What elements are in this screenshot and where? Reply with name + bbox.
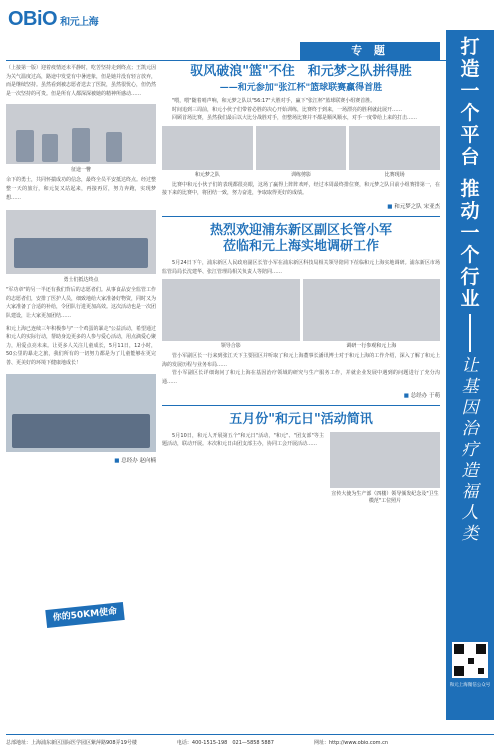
article-title: 热烈欢迎浦东新区副区长管小军 <box>209 222 392 238</box>
photo <box>162 126 253 170</box>
sign-char: 因 <box>461 398 479 418</box>
slogan-char: 一 <box>460 222 480 244</box>
slogan-char: 一 <box>460 80 480 102</box>
paragraph: 5月10日，和元人开展第五个"和元日"活动，"和元"、"团支部"等主题活动，联动开展。本次和元日由团支部主办，协同工会开展活动…… <box>162 432 324 448</box>
slogan-char: 推 <box>460 178 480 200</box>
paragraph: 5月24日下午，浦东新区人民政府副区长管小军在浦东新区科技局相关领导陪同下莅临和元上海实地调研。浦东新区市场监管局局长沈建华、张江管理局相关负责人等陪同…… <box>162 259 440 275</box>
photo-journey <box>6 104 156 164</box>
slogan <box>446 30 494 310</box>
slogan-char: 行 <box>460 266 480 288</box>
paragraph: （上接第一版）迎着疫情还未平静时，吃苦坚持走到终点；王凯元因为关气温度过高，路途中发觉有中暑迹象，但是她并没有轻言放弃，而是继续坚持。虽然看到被志愿者送去了医院，虽然很忧心，但仍然是一次坚持的可贵。但是所有人都深深被她的精神所感动…… <box>6 65 157 97</box>
article3-body <box>162 432 440 507</box>
sign-char: 疗 <box>461 440 479 460</box>
photo <box>330 432 440 488</box>
photo <box>162 279 300 341</box>
paragraph: 余下的勇士，共同怀揣成功的信念，最终全员平安抵达终点。经过整整一天的旅行，和元复又站起来，再接再厉，努力奔跑，实现梦想…… <box>6 177 157 201</box>
sign-char: 造 <box>461 461 479 481</box>
photo <box>349 126 440 170</box>
photo-row <box>162 279 440 341</box>
photo-caption: 和元梦之队 <box>194 171 220 178</box>
photo-caption: 勇士们抵达终点 <box>63 277 99 284</box>
footer-phone: 电话：400-1515-198 021—5858 5887 <box>176 740 274 746</box>
article-title: 驭风破浪"篮"不住 和元梦之队拼得胜 <box>190 64 412 79</box>
slogan-char: 平 <box>460 124 480 146</box>
photo-caption: 比赛现场 <box>384 171 405 178</box>
masthead <box>0 0 494 40</box>
sign-char: 福 <box>461 482 479 502</box>
divider <box>6 60 446 61</box>
photo-caption: 调研一行参观和元上海 <box>346 343 397 350</box>
divider <box>469 314 471 352</box>
divider <box>162 216 440 217</box>
sign-char: 基 <box>461 377 479 397</box>
photo-captions <box>162 342 440 349</box>
photo-captions <box>162 171 440 178</box>
author-credit: ■ 和元梦之队 宋亚杰 <box>162 202 440 210</box>
divider <box>162 405 440 406</box>
slogan-char: 台 <box>460 146 480 168</box>
photo <box>256 126 347 170</box>
photo-caption: 征途一瞥 <box>70 167 91 174</box>
slogan-char: 造 <box>460 58 480 80</box>
photo-caption: 宣传大使为生产部（四楼）领导颁发纪念及"卫生模范"工位照片 <box>331 490 439 504</box>
photo-block <box>330 432 440 507</box>
author-credit: ■ 总经办 于萌 <box>162 391 440 399</box>
slogan-char: 打 <box>460 36 480 58</box>
photo-row <box>162 126 440 170</box>
sign-char: 人 <box>461 503 479 523</box>
logo: OBiO 和元上海 <box>8 8 99 30</box>
sign-char: 治 <box>461 419 479 439</box>
slogan-gap <box>446 168 494 178</box>
photo-team <box>6 374 156 452</box>
left-column <box>6 64 156 724</box>
photo-caption: 训练剪影 <box>291 171 312 178</box>
sign-char: 类 <box>461 524 479 544</box>
article-subtitle: ——和元参加"张江杯"篮球联赛赢得首胜 <box>219 83 383 93</box>
qr-caption: 和元上海微信公众号 <box>449 683 491 688</box>
footer <box>6 734 494 746</box>
slogan-char: 个 <box>460 102 480 124</box>
paragraph: 回顾首场比赛，虽然我们最后以大比分战胜对手，但整场比赛并不都是顺风顺水，对手一度带给上来的打击…… <box>172 115 418 122</box>
photo-caption: 领导合影 <box>220 343 241 350</box>
paragraph: 比赛中和元小伙子们的表现都很亮眼，这场了赢得上阵阵欢呼，经过本周最终排位赛，和元梦之队目前小组赛排第一，在接下来的比赛中，将团结一致，努力奋进，争取取得更好的成绩。 <box>162 181 440 197</box>
qr-code-icon <box>452 642 488 678</box>
slogan-char: 业 <box>460 288 480 310</box>
article-title-line2: 莅临和元上海实地调研工作 <box>222 238 379 254</box>
paragraph: "喂，喂"随着哨声响，和元梦之队以"56:17"大胜对手，赢下"张江杯"篮球联赛小组赛首胜。 <box>172 98 376 104</box>
photo-finish <box>6 210 156 274</box>
footer-address: 总部地址：上海浦东新区国际医学园区紫萍路908弄19号楼 <box>6 740 137 746</box>
slogan-char: 动 <box>460 200 480 222</box>
photo <box>303 279 441 341</box>
slogan-column <box>446 30 494 720</box>
paragraph: "军功章"的另一半还有我们背后的志愿者们。从事食品安全监管工作的志愿者们，安排了医护人员，细致地给大家准备好物资，同时又为大家准备了合适的补给，令团队行进更加高效。这次活动也是一次团队建设，让大家更加团结…… <box>6 287 157 319</box>
author-credit: ■ 总经办 赵向楠 <box>6 456 156 464</box>
banner-text: 你的50KM使命 <box>45 602 124 628</box>
section-label: 专 题 <box>300 42 440 60</box>
main-column <box>162 64 440 724</box>
slogan-char: 个 <box>460 244 480 266</box>
paragraph: 管小军副区长一行来到张江天下主要园区并听取了和元上海董事长潘讯博士对于和元上海的工作介绍，深入了解了和元上海的发展历程与业务布局…… <box>162 353 440 368</box>
paragraph: 时间追到三周前，和元小伙子们带着必胜的决心开始训练，比赛终于到来，一场漂亮的胜利就此展开…… <box>172 106 403 113</box>
paragraph: 和元上海已连续三年积极参与"一个鸡蛋的暴走"公益活动，希望通过和元人的实际行动，帮助身边更多的人参与爱心活动，用点滴爱心聚力，用爱点亮未来。让更多人关注儿童成长，5月11日，12小时，50公里的暴走之旅，我们所有的一切努力都是为了儿童能够在更完善、更美好的环境下健康地成长！ <box>6 325 157 366</box>
footer-website: 网址：http://www.obio.com.cn <box>313 740 389 746</box>
article-title: 五月份"和元日"活动简讯 <box>229 411 373 427</box>
paragraph: 管小军副区长详细询问了和元上海在基因治疗领域的研究与生产服务工作，并就企业发展中遇到的问题进行了充分沟通…… <box>162 370 440 385</box>
sign-char: 让 <box>461 356 479 376</box>
handwritten-slogan <box>446 356 494 545</box>
